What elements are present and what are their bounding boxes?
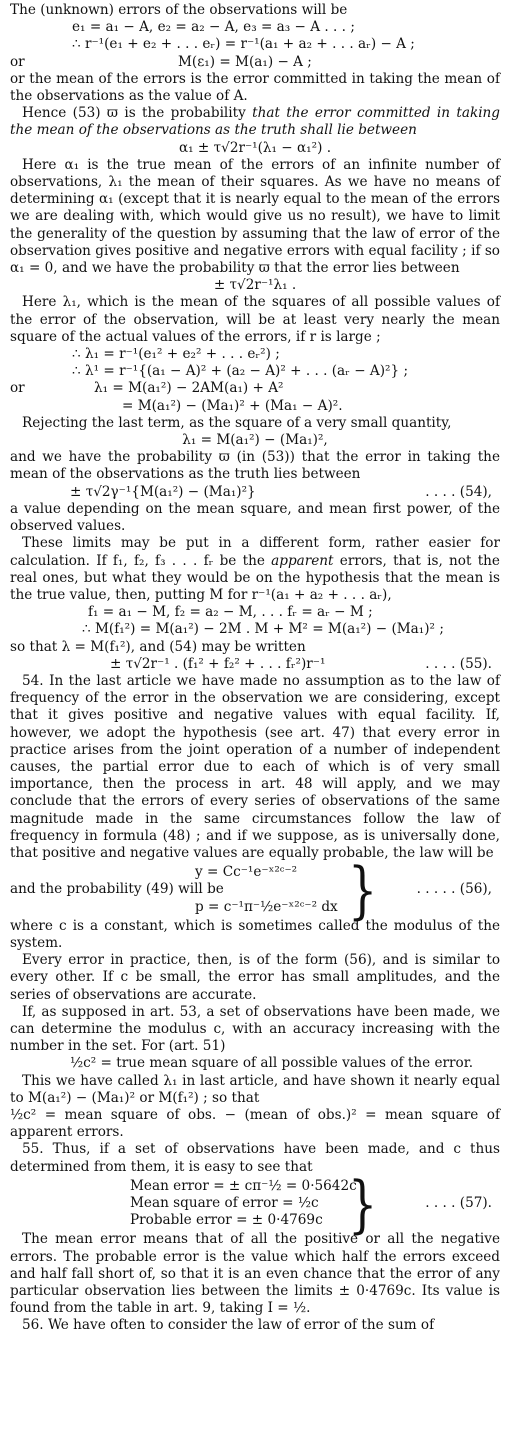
paragraph: ½c² = mean square of obs. − (mean of obs.)² = mean square of apparent errors. [10,1107,500,1141]
equation: ∴ r⁻¹(e₁ + e₂ + . . . eᵣ) = r⁻¹(a₁ + a₂ + . . . aᵣ) − A ; [72,36,415,53]
equation: f₁ = a₁ − M, f₂ = a₂ − M, . . . fᵣ = aᵣ − M ; [88,604,373,621]
paragraph: and we have the probability ϖ (in (53)) that the error in taking the mean of the observations as the truth lies between [10,449,500,483]
text-line: and the probability (49) will be [10,881,224,898]
or-label: or [10,380,25,397]
equation-number: . . . . (54), [425,483,492,500]
equation: p = c⁻¹π⁻½e⁻ˣ²ᶜ⁻² dx [195,898,338,915]
equation: λ₁ = M(a₁²) − 2AM(a₁) + A² [94,380,284,397]
equation: ± τ√2r⁻¹ . (f₁² + f₂² + . . . fᵣ²)r⁻¹ [110,655,326,672]
paragraph: This we have called λ₁ in last article, and have shown it nearly equal to M(a₁²) − (Ma₁)² or M(f₁²) ; so that [10,1072,500,1106]
document-page [10,0,500,1335]
equation: ± τ√2r⁻¹λ₁ . [213,277,297,294]
equation-row [10,54,500,71]
paragraph: The mean error means that of all the positive or all the negative errors. The probable error is the value which half the errors exceed and half fall short of, so that it is an even chance that the error of any particular observation lies between the limits ± 0·4769c. Its value is found from the table in art. 9, taking I = ½. [10,1231,500,1317]
equation: M(ε₁) = M(a₁) − A ; [178,53,312,70]
equation-number: . . . . (57). [425,1195,492,1212]
paragraph: Rejecting the last term, as the square of a very small quantity, [22,414,452,431]
equation: Mean error = ± cπ⁻½ = 0·5642c [130,1177,357,1194]
equation: λ₁ = M(a₁²) − (Ma₁)², [182,432,328,449]
paragraph: 56. We have often to consider the law of error of the sum of [22,1317,435,1334]
right-brace-glyph: } [348,1167,378,1241]
text-line: The (unknown) errors of the observations will be [10,2,348,18]
paragraph-text: Hence (53) ϖ is the probability [22,105,253,122]
paragraph: or the mean of the errors is the error committed in taking the mean of the observations as the value of A. [10,70,500,105]
emphasis-text: apparent [271,552,334,569]
paragraph-text: These limits may be put in a different form, rather easier for calculation. If f₁, f₂, f₃ . . . fᵣ be the [10,535,500,569]
paragraph: so that λ = M(f₁²), and (54) may be written [10,638,306,655]
equation-lines [10,864,342,916]
equation: e₁ = a₁ − A, e₂ = a₂ − A, e₃ = a₃ − A . . . ; [72,19,355,36]
paragraph [10,105,500,139]
equation: ± τ√2γ⁻¹{M(a₁²) − (Ma₁)²} [70,483,256,500]
paragraph: Here α₁ is the true mean of the errors of an infinite number of observations, λ₁ the mean of their squares. As we have no means of determining α₁ (except that it is nearly equal to the mean of the errors we are dealing with, which would give us no result), we have to limit the generality of the question by assuming that the law of error of the observation gives positive and negative errors with equal facility ; if so α₁ = 0, and we have the probability ϖ that the error lies between [10,156,500,277]
equation-row [10,656,500,673]
paragraph: Here λ₁, which is the mean of the squares of all possible values of the error of the observation, will be at least very nearly the mean square of the actual values of the errors, if r is large ; [10,294,500,345]
equation: ∴ λ₁ = r⁻¹(e₁² + e₂² + . . . eᵣ²) ; [72,346,280,363]
equation: α₁ ± τ√2r⁻¹(λ₁ − α₁²) . [178,139,332,156]
paragraph-text: errors, that is, not the real ones, but what they would be on the hypothesis that the mean is the true value, then, putting M for r⁻¹(a₁ + a₂ + . . . aᵣ), [10,552,500,603]
equation: Probable error = ± 0·4769c [130,1212,323,1229]
equation-lines [10,1177,357,1230]
paragraph: Every error in practice, then, is of the form (56), and is similar to every other. If c be small, the error has small amplitudes, and the series of observations are accurate. [10,952,500,1003]
equation-row [10,484,500,501]
equation-number: . . . . (55). [425,655,492,672]
paragraph: 54. In the last article we have made no assumption as to the law of frequency of the error in the observation we are considering, except that it gives positive and negative values with equal facility. If, however, we adopt the hypothesis (see art. 47) that every error in practice arises from the joint operation of a number of independent causes, the partial error due to each of which is of very small importance, then the process in art. 48 will apply, and we may conclude that the errors of every series of observations of the same magnitude made in the same circumstances follow the law of frequency in formula (48) ; and if we suppose, as is universally done, that positive and negative values are equally probable, the law will be [10,672,500,861]
paragraph: a value depending on the mean square, and mean first power, of the observed values. [10,500,500,535]
equation: = M(a₁²) − (Ma₁)² + (Ma₁ − A)². [122,397,343,414]
equation: y = Cc⁻¹e⁻ˣ²ᶜ⁻² [195,864,298,881]
or-label: or [10,53,25,70]
paragraph: 55. Thus, if a set of observations have been made, and c thus determined from them, it is easy to see that [10,1141,500,1175]
paragraph: If, as supposed in art. 53, a set of observations have been made, we can determine the modulus c, with an accuracy increasing with the number in the set. For (art. 51) [10,1003,500,1055]
emphasis-text: that the error committed in taking the mean of the observations as the truth shall lie between [10,105,500,139]
equation-group [10,853,500,927]
equation-group [10,1167,500,1241]
equation-row [10,380,500,397]
equation: ∴ M(f₁²) = M(a₁²) − 2M . M + M² = M(a₁²) − (Ma₁)² ; [82,621,444,638]
equation: Mean square of error = ½c [130,1195,319,1212]
right-brace-glyph: } [348,853,378,927]
paragraph [10,535,500,604]
equation: ∴ λ¹ = r⁻¹{(a₁ − A)² + (a₂ − A)² + . . . (aᵣ − A)²} ; [72,363,409,380]
paragraph: where c is a constant, which is sometimes called the modulus of the system. [10,917,500,951]
equation: ½c² = true mean square of all possible values of the error. [70,1055,474,1072]
equation-number: . . . . . (56), [416,881,492,898]
